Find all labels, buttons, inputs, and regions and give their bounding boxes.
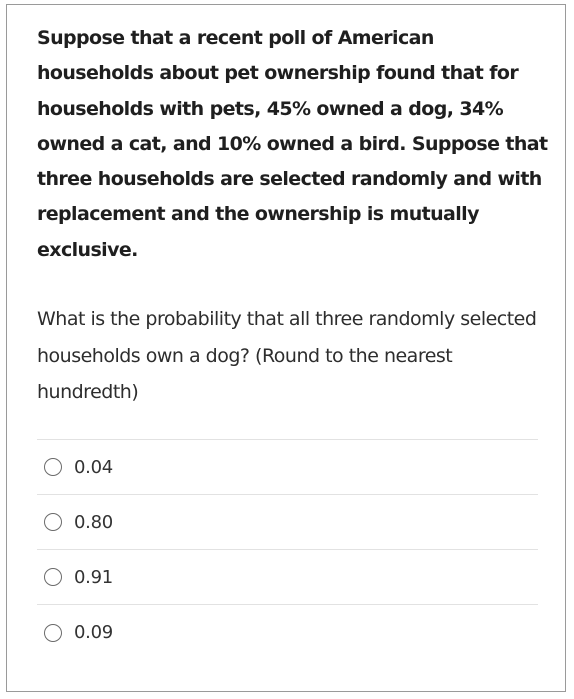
radio-button-icon[interactable] bbox=[44, 458, 62, 476]
question-prompt: Suppose that a recent poll of American households about pet ownership found that for households with pets, 45% owned a dog, 34% owned a cat, and 10% owned a bird. Suppose that three households are selected randomly and with replacement and the ownership is mutually exclusive. bbox=[37, 27, 548, 261]
answer-option-label: 0.80 bbox=[74, 511, 113, 533]
answer-option-3[interactable] bbox=[37, 550, 538, 605]
question-card bbox=[6, 4, 566, 692]
answer-option-2[interactable] bbox=[37, 495, 538, 550]
answer-options bbox=[37, 439, 538, 660]
answer-option-label: 0.04 bbox=[74, 456, 113, 478]
question-text: What is the probability that all three randomly selected households own a dog? (Round to the nearest hundredth) bbox=[37, 308, 537, 403]
answer-option-4[interactable] bbox=[37, 605, 538, 660]
radio-button-icon[interactable] bbox=[44, 624, 62, 642]
answer-option-label: 0.91 bbox=[74, 566, 113, 588]
radio-button-icon[interactable] bbox=[44, 568, 62, 586]
answer-option-label: 0.09 bbox=[74, 622, 113, 643]
radio-button-icon[interactable] bbox=[44, 513, 62, 531]
answer-option-1[interactable] bbox=[37, 440, 538, 495]
